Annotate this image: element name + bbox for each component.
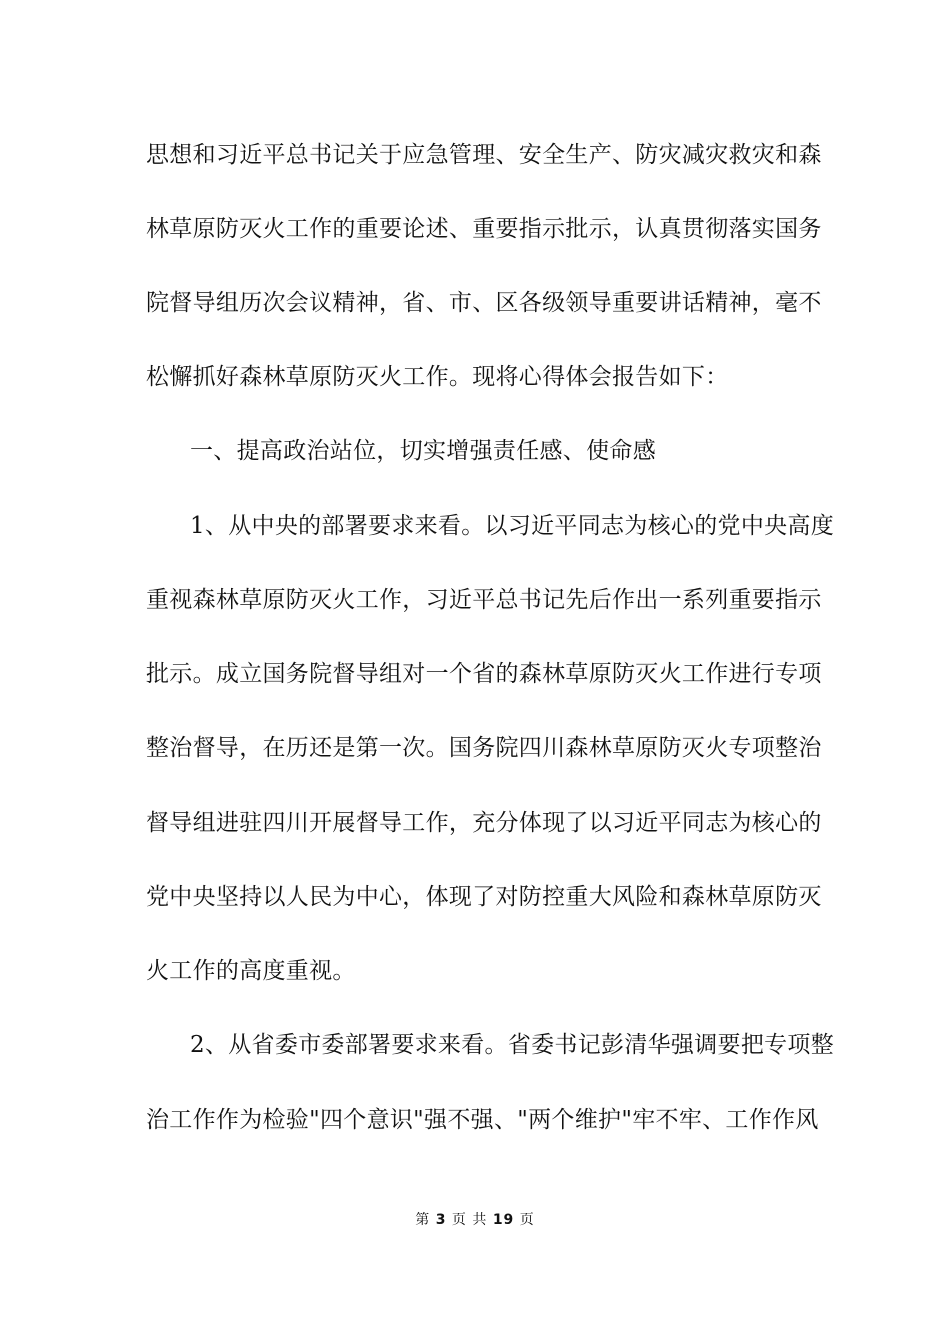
text-line: 思想和习近平总书记关于应急管理、安全生产、防灾减灾救灾和森 (146, 142, 822, 168)
text-line: 林草原防灭火工作的重要论述、重要指示批示，认真贯彻落实国务 (146, 216, 822, 242)
total-page-number: 19 (492, 1212, 515, 1228)
page-footer (0, 1210, 950, 1230)
text-line: 火工作的高度重视。 (146, 958, 356, 984)
text-line: 2、从省委市委部署要求来看。省委书记彭清华强调要把专项整 (190, 1032, 835, 1058)
text-line: 松懈抓好森林草原防灭火工作。现将心得体会报告如下： (146, 364, 729, 390)
section-heading: 一、提高政治站位，切实增强责任感、使命感 (190, 438, 656, 464)
footer-suffix: 页 (519, 1212, 535, 1228)
text-line: 1、从中央的部署要求来看。以习近平同志为核心的党中央高度 (190, 513, 835, 539)
text-line: 整治督导，在历还是第一次。国务院四川森林草原防灭火专项整治 (146, 735, 822, 761)
footer-middle: 页 共 (451, 1212, 488, 1228)
footer-prefix: 第 (415, 1212, 431, 1228)
text-line: 重视森林草原防灭火工作，习近平总书记先后作出一系列重要指示 (146, 587, 822, 613)
text-line: 督导组进驻四川开展督导工作，充分体现了以习近平同志为核心的 (146, 810, 822, 836)
text-line: 批示。成立国务院督导组对一个省的森林草原防灭火工作进行专项 (146, 661, 822, 687)
text-line: 院督导组历次会议精神，省、市、区各级领导重要讲话精神，毫不 (146, 290, 822, 316)
current-page-number: 3 (435, 1212, 447, 1228)
text-line: 党中央坚持以人民为中心，体现了对防控重大风险和森林草原防灭 (146, 884, 822, 910)
text-line: 治工作作为检验"四个意识"强不强、"两个维护"牢不牢、工作作风 (146, 1107, 819, 1133)
